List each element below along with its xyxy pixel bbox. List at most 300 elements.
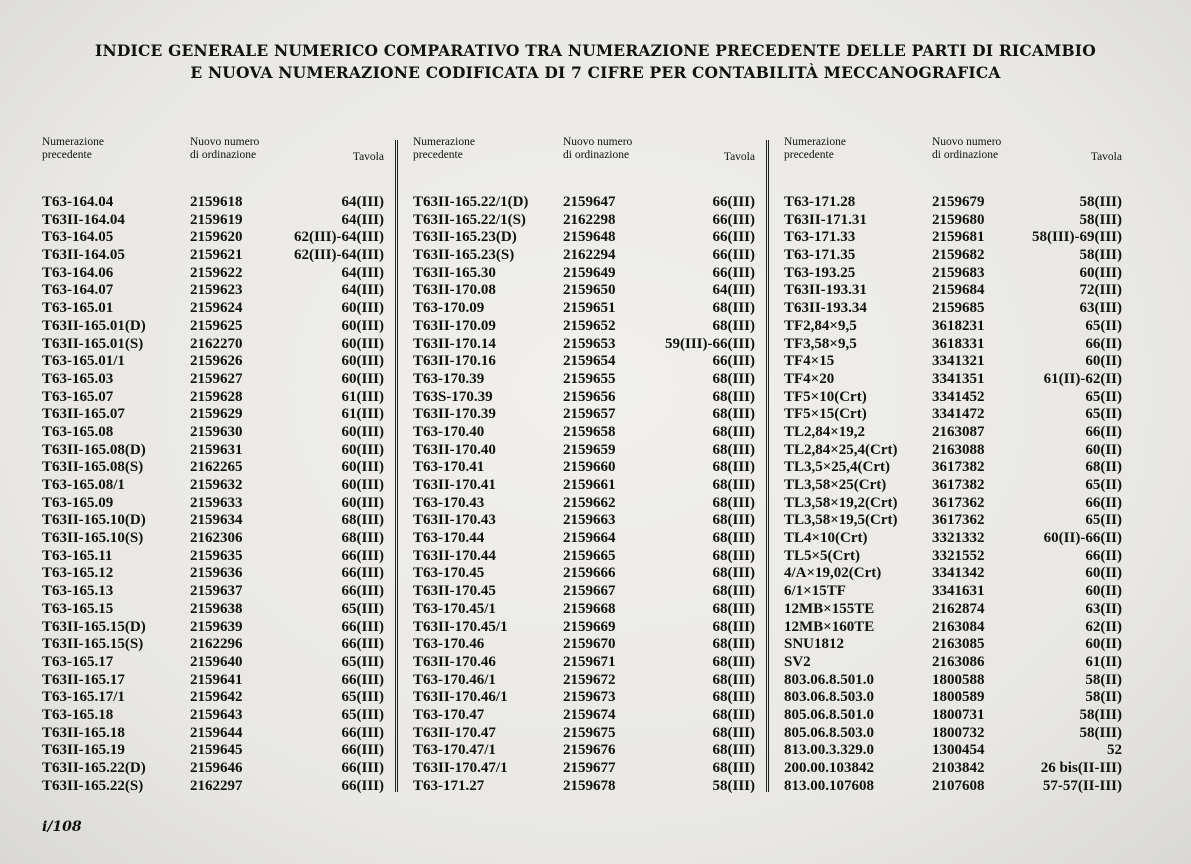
table-row — [413, 336, 755, 354]
tavola-value: 63(III) — [1079, 300, 1122, 317]
table-row — [42, 512, 384, 530]
new-order-number: 2159666 — [563, 565, 616, 582]
previous-number: T63-165.15 — [42, 600, 114, 617]
previous-number: 4/A×19,02(Crt) — [784, 565, 882, 582]
tavola-value: 60(II) — [1085, 583, 1122, 600]
tavola-value: 65(II) — [1085, 477, 1122, 493]
tavola-value: 65(II) — [1085, 317, 1122, 334]
table-row — [42, 530, 384, 548]
previous-number: T63II-165.08(D) — [42, 441, 146, 458]
new-order-number: 2163085 — [932, 636, 985, 653]
previous-number: T63-165.11 — [42, 547, 113, 564]
previous-number: T63-170.40 — [413, 423, 485, 440]
new-order-number: 2159652 — [563, 317, 616, 334]
tavola-value: 68(III) — [712, 406, 755, 423]
new-order-number: 2159682 — [932, 247, 985, 264]
new-order-number: 2159663 — [563, 512, 616, 529]
new-order-number: 2159643 — [190, 706, 243, 723]
new-order-number: 2159673 — [563, 689, 616, 706]
table-row — [413, 689, 755, 707]
table-row — [413, 459, 755, 477]
previous-number: T63II-170.14 — [413, 335, 496, 352]
table-row — [413, 265, 755, 283]
tavola-value: 68(III) — [712, 388, 755, 405]
new-order-number: 3341351 — [932, 370, 985, 387]
previous-number: 803.06.8.503.0 — [784, 689, 874, 706]
previous-number: T63-170.45/1 — [413, 600, 496, 617]
new-order-number: 2159641 — [190, 671, 243, 688]
table-row — [784, 459, 1122, 477]
new-order-number: 2159638 — [190, 600, 243, 617]
previous-number: T63II-170.47 — [413, 724, 496, 741]
new-order-number: 2159677 — [563, 760, 616, 776]
tavola-value: 61(II)-62(II) — [1043, 370, 1122, 387]
table-row — [784, 601, 1122, 619]
table-row — [784, 495, 1122, 513]
new-order-number: 2159668 — [563, 600, 616, 617]
new-order-number: 3617382 — [932, 477, 985, 493]
previous-number: T63-165.12 — [42, 565, 114, 582]
tavola-value: 57-57(II-III) — [1042, 777, 1122, 794]
table-row — [42, 601, 384, 619]
previous-number: 805.06.8.501.0 — [784, 706, 874, 723]
table-row — [784, 424, 1122, 442]
new-order-number: 3321552 — [932, 547, 985, 564]
new-order-number: 2159635 — [190, 547, 243, 564]
table-row — [784, 442, 1122, 460]
table-row — [42, 583, 384, 601]
header-tavola: Tavola — [352, 151, 384, 163]
table-row — [784, 619, 1122, 637]
tavola-value: 58(II) — [1085, 689, 1122, 706]
tavola-value: 66(III) — [712, 264, 755, 281]
previous-number: T63II-165.22/1(S) — [413, 211, 526, 228]
table-row — [413, 778, 755, 796]
new-order-number: 2159649 — [563, 264, 616, 281]
previous-number: T63II-170.39 — [413, 406, 496, 423]
title-line-1: INDICE GENERALE NUMERICO COMPARATIVO TRA NUMERAZIONE PRECEDENTE DELLE PARTI DI RICAMBIO — [95, 41, 1096, 60]
table-row — [784, 583, 1122, 601]
previous-number: T63S-170.39 — [413, 388, 493, 405]
previous-number: T63II-165.15(S) — [42, 636, 144, 653]
tavola-value: 68(III) — [712, 547, 755, 564]
table-row — [42, 672, 384, 690]
tavola-value: 68(III) — [712, 742, 755, 759]
previous-number: T63II-170.45/1 — [413, 618, 508, 635]
tavola-value: 64(III) — [341, 194, 384, 210]
table-row — [784, 229, 1122, 247]
previous-number: T63-165.01/1 — [42, 353, 125, 370]
tavola-value: 66(II) — [1085, 423, 1122, 440]
tavola-value: 68(III) — [712, 459, 755, 476]
table-row — [42, 442, 384, 460]
previous-number: T63-165.03 — [42, 370, 114, 387]
tavola-value: 68(III) — [712, 423, 755, 440]
tavola-value: 68(III) — [712, 300, 755, 317]
previous-number: T63-164.06 — [42, 264, 114, 281]
tavola-value: 66(III) — [341, 547, 384, 564]
new-order-number: 2159684 — [932, 282, 985, 299]
new-order-number: 2159664 — [563, 530, 616, 547]
tavola-value: 66(III) — [341, 742, 384, 759]
tavola-value: 62(III)-64(III) — [294, 247, 384, 264]
table-row — [784, 477, 1122, 495]
table-row — [413, 548, 755, 566]
previous-number: T63II-165.15(D) — [42, 618, 146, 635]
tavola-value: 66(II) — [1085, 547, 1122, 564]
table-row — [42, 406, 384, 424]
new-order-number: 2159645 — [190, 742, 243, 759]
index-column-1 — [42, 136, 384, 794]
table-row — [413, 742, 755, 760]
table-row — [42, 265, 384, 283]
previous-number: 6/1×15TF — [784, 583, 846, 600]
previous-number: T63II-170.41 — [413, 477, 496, 493]
tavola-value: 60(II) — [1085, 353, 1122, 370]
index-rows — [784, 194, 1122, 795]
tavola-value: 66(III) — [341, 760, 384, 776]
previous-number: T63II-171.31 — [784, 211, 867, 228]
new-order-number: 3617382 — [932, 459, 985, 476]
tavola-value: 72(III) — [1079, 282, 1122, 299]
table-row — [413, 495, 755, 513]
previous-number: T63II-164.05 — [42, 247, 125, 264]
previous-number: T63II-165.01(S) — [42, 335, 144, 352]
previous-number: 803.06.8.501.0 — [784, 671, 874, 688]
new-order-number: 2159654 — [563, 353, 616, 370]
previous-number: T63II-165.22(D) — [42, 760, 146, 776]
tavola-value: 60(III) — [1079, 264, 1122, 281]
new-order-number: 2159671 — [563, 653, 616, 670]
tavola-value: 58(III) — [1079, 247, 1122, 264]
previous-number: TF5×15(Crt) — [784, 406, 867, 423]
previous-number: T63-165.17 — [42, 653, 114, 670]
previous-number: 12MB×155TE — [784, 600, 875, 617]
table-row — [42, 194, 384, 212]
tavola-value: 61(II) — [1085, 653, 1122, 670]
tavola-value: 61(III) — [341, 388, 384, 405]
table-row — [784, 654, 1122, 672]
new-order-number: 2159625 — [190, 317, 243, 334]
tavola-value: 68(III) — [712, 671, 755, 688]
table-row — [42, 247, 384, 265]
new-order-number: 3617362 — [932, 494, 985, 511]
new-order-number: 2159681 — [932, 229, 985, 246]
table-row — [784, 778, 1122, 796]
new-order-number: 3321332 — [932, 530, 985, 547]
new-order-number: 2162874 — [932, 600, 985, 617]
tavola-value: 61(III) — [341, 406, 384, 423]
table-row — [42, 725, 384, 743]
previous-number: T63-165.01 — [42, 300, 114, 317]
table-row — [784, 318, 1122, 336]
table-row — [42, 495, 384, 513]
table-row — [784, 353, 1122, 371]
tavola-value: 68(III) — [712, 600, 755, 617]
tavola-value: 64(III) — [341, 264, 384, 281]
tavola-value: 26 bis(II-III) — [1040, 760, 1122, 776]
header-tavola: Tavola — [723, 151, 755, 163]
table-row — [784, 247, 1122, 265]
previous-number: TL3,58×19,2(Crt) — [784, 494, 898, 511]
previous-number: T63-165.17/1 — [42, 689, 125, 706]
header-previous-number: Numerazione precedente — [784, 136, 846, 161]
table-row — [784, 300, 1122, 318]
new-order-number: 3341452 — [932, 388, 985, 405]
tavola-value: 60(II)-66(II) — [1043, 530, 1122, 547]
header-previous-number: Numerazione precedente — [413, 136, 475, 161]
tavola-value: 66(III) — [341, 777, 384, 794]
previous-number: T63-193.25 — [784, 264, 856, 281]
new-order-number: 2159659 — [563, 441, 616, 458]
previous-number: TL3,58×25(Crt) — [784, 477, 887, 493]
table-row — [42, 477, 384, 495]
new-order-number: 1800732 — [932, 724, 985, 741]
header-new-order-number: Nuovo numero di ordinazione — [190, 136, 260, 161]
new-order-number: 3618231 — [932, 317, 985, 334]
new-order-number: 2163086 — [932, 653, 985, 670]
tavola-value: 60(III) — [341, 494, 384, 511]
tavola-value: 64(III) — [341, 282, 384, 299]
tavola-value: 58(III) — [1079, 194, 1122, 210]
previous-number: T63II-170.43 — [413, 512, 496, 529]
previous-number: T63II-170.45 — [413, 583, 496, 600]
new-order-number: 2159629 — [190, 406, 243, 423]
previous-number: TF4×20 — [784, 370, 835, 387]
table-row — [413, 530, 755, 548]
table-row — [42, 742, 384, 760]
index-rows — [413, 194, 755, 795]
table-row — [42, 336, 384, 354]
column-header — [784, 136, 1122, 166]
previous-number: T63-171.27 — [413, 777, 485, 794]
table-row — [784, 336, 1122, 354]
table-row — [42, 229, 384, 247]
table-row — [784, 371, 1122, 389]
tavola-value: 68(III) — [341, 512, 384, 529]
new-order-number: 2159650 — [563, 282, 616, 299]
previous-number: T63-170.09 — [413, 300, 485, 317]
tavola-value: 66(III) — [712, 229, 755, 246]
tavola-value: 68(III) — [712, 618, 755, 635]
tavola-value: 65(III) — [341, 706, 384, 723]
tavola-value: 60(III) — [341, 335, 384, 352]
previous-number: TF3,58×9,5 — [784, 335, 857, 352]
tavola-value: 68(III) — [341, 530, 384, 547]
previous-number: 813.00.107608 — [784, 777, 874, 794]
tavola-value: 68(III) — [712, 441, 755, 458]
table-row — [42, 689, 384, 707]
previous-number: T63-165.08/1 — [42, 477, 125, 493]
previous-number: TL5×5(Crt) — [784, 547, 861, 564]
previous-number: T63-171.33 — [784, 229, 856, 246]
tavola-value: 68(III) — [712, 565, 755, 582]
table-row — [784, 742, 1122, 760]
tavola-value: 60(II) — [1085, 636, 1122, 653]
new-order-number: 2159656 — [563, 388, 616, 405]
table-row — [784, 406, 1122, 424]
table-row — [42, 760, 384, 778]
previous-number: T63II-170.44 — [413, 547, 496, 564]
table-row — [784, 512, 1122, 530]
column-divider — [766, 140, 769, 792]
tavola-value: 65(II) — [1085, 388, 1122, 405]
previous-number: T63II-165.01(D) — [42, 317, 146, 334]
previous-number: T63-165.13 — [42, 583, 114, 600]
table-row — [42, 636, 384, 654]
table-row — [784, 565, 1122, 583]
previous-number: TF5×10(Crt) — [784, 388, 867, 405]
previous-number: T63-170.47 — [413, 706, 485, 723]
previous-number: TL4×10(Crt) — [784, 530, 868, 547]
new-order-number: 2159642 — [190, 689, 243, 706]
previous-number: T63-165.09 — [42, 494, 114, 511]
previous-number: 200.00.103842 — [784, 760, 874, 776]
tavola-value: 68(III) — [712, 724, 755, 741]
new-order-number: 2159660 — [563, 459, 616, 476]
header-new-order-number: Nuovo numero di ordinazione — [563, 136, 633, 161]
table-row — [413, 229, 755, 247]
tavola-value: 68(III) — [712, 636, 755, 653]
new-order-number: 2159661 — [563, 477, 616, 493]
tavola-value: 66(III) — [712, 211, 755, 228]
new-order-number: 2159620 — [190, 229, 243, 246]
new-order-number: 2159621 — [190, 247, 243, 264]
tavola-value: 68(III) — [712, 370, 755, 387]
new-order-number: 2159679 — [932, 194, 985, 210]
previous-number: T63II-193.34 — [784, 300, 867, 317]
table-row — [42, 654, 384, 672]
new-order-number: 2159644 — [190, 724, 243, 741]
new-order-number: 2159640 — [190, 653, 243, 670]
table-row — [784, 548, 1122, 566]
table-row — [784, 282, 1122, 300]
new-order-number: 2159670 — [563, 636, 616, 653]
new-order-number: 2159675 — [563, 724, 616, 741]
new-order-number: 2159624 — [190, 300, 243, 317]
previous-number: T63-165.18 — [42, 706, 114, 723]
new-order-number: 2159633 — [190, 494, 243, 511]
index-rows — [42, 194, 384, 795]
new-order-number: 2159623 — [190, 282, 243, 299]
table-row — [784, 265, 1122, 283]
new-order-number: 2159657 — [563, 406, 616, 423]
tavola-value: 64(III) — [341, 211, 384, 228]
table-row — [784, 212, 1122, 230]
page-number: i/108 — [42, 819, 82, 835]
previous-number: T63II-170.09 — [413, 317, 496, 334]
new-order-number: 2159676 — [563, 742, 616, 759]
new-order-number: 2162294 — [563, 247, 616, 264]
previous-number: T63II-165.19 — [42, 742, 125, 759]
previous-number: T63II-170.08 — [413, 282, 496, 299]
new-order-number: 3341342 — [932, 565, 985, 582]
new-order-number: 3618331 — [932, 335, 985, 352]
new-order-number: 2159636 — [190, 565, 243, 582]
previous-number: T63II-164.04 — [42, 211, 125, 228]
new-order-number: 3341472 — [932, 406, 985, 423]
new-order-number: 2163084 — [932, 618, 985, 635]
new-order-number: 2159627 — [190, 370, 243, 387]
tavola-value: 60(III) — [341, 370, 384, 387]
table-row — [413, 194, 755, 212]
new-order-number: 2159665 — [563, 547, 616, 564]
previous-number: T63II-170.16 — [413, 353, 496, 370]
previous-number: T63-164.04 — [42, 194, 114, 210]
previous-number: T63-170.47/1 — [413, 742, 496, 759]
index-column-2 — [413, 136, 755, 794]
tavola-value: 66(II) — [1085, 335, 1122, 352]
new-order-number: 2159669 — [563, 618, 616, 635]
new-order-number: 2159628 — [190, 388, 243, 405]
tavola-value: 65(II) — [1085, 512, 1122, 529]
new-order-number: 3341631 — [932, 583, 985, 600]
tavola-value: 66(III) — [341, 636, 384, 653]
tavola-value: 60(III) — [341, 459, 384, 476]
previous-number: TF4×15 — [784, 353, 835, 370]
new-order-number: 2159648 — [563, 229, 616, 246]
new-order-number: 2159685 — [932, 300, 985, 317]
new-order-number: 2163088 — [932, 441, 985, 458]
new-order-number: 2159630 — [190, 423, 243, 440]
previous-number: TL3,58×19,5(Crt) — [784, 512, 898, 529]
table-row — [413, 672, 755, 690]
new-order-number: 2159622 — [190, 264, 243, 281]
new-order-number: 2159683 — [932, 264, 985, 281]
tavola-value: 68(III) — [712, 653, 755, 670]
new-order-number: 2159646 — [190, 760, 243, 776]
tavola-value: 60(III) — [341, 300, 384, 317]
table-row — [413, 212, 755, 230]
new-order-number: 2159639 — [190, 618, 243, 635]
tavola-value: 66(III) — [712, 247, 755, 264]
new-order-number: 2163087 — [932, 423, 985, 440]
previous-number: TL2,84×19,2 — [784, 423, 866, 440]
tavola-value: 60(III) — [341, 423, 384, 440]
new-order-number: 2162265 — [190, 459, 243, 476]
previous-number: T63II-170.47/1 — [413, 760, 508, 776]
tavola-value: 58(III) — [1079, 724, 1122, 741]
new-order-number: 2159651 — [563, 300, 616, 317]
new-order-number: 2107608 — [932, 777, 985, 794]
previous-number: T63II-165.08(S) — [42, 459, 144, 476]
new-order-number: 2159626 — [190, 353, 243, 370]
new-order-number: 2159658 — [563, 423, 616, 440]
previous-number: 12MB×160TE — [784, 618, 875, 635]
table-row — [42, 318, 384, 336]
previous-number: T63II-165.23(S) — [413, 247, 515, 264]
table-row — [784, 707, 1122, 725]
column-divider — [395, 140, 398, 792]
tavola-value: 64(III) — [712, 282, 755, 299]
new-order-number: 2159618 — [190, 194, 243, 210]
header-new-order-number: Nuovo numero di ordinazione — [932, 136, 1002, 161]
new-order-number: 2162297 — [190, 777, 243, 794]
tavola-value: 68(III) — [712, 706, 755, 723]
table-row — [784, 389, 1122, 407]
index-column-3 — [784, 136, 1122, 794]
new-order-number: 2162298 — [563, 211, 616, 228]
tavola-value: 63(II) — [1085, 600, 1122, 617]
tavola-value: 58(III)-69(III) — [1032, 229, 1122, 246]
previous-number: T63II-170.46/1 — [413, 689, 508, 706]
new-order-number: 2162270 — [190, 335, 243, 352]
table-row — [784, 672, 1122, 690]
table-row — [784, 194, 1122, 212]
table-row — [42, 778, 384, 796]
tavola-value: 58(III) — [1079, 706, 1122, 723]
table-row — [42, 282, 384, 300]
